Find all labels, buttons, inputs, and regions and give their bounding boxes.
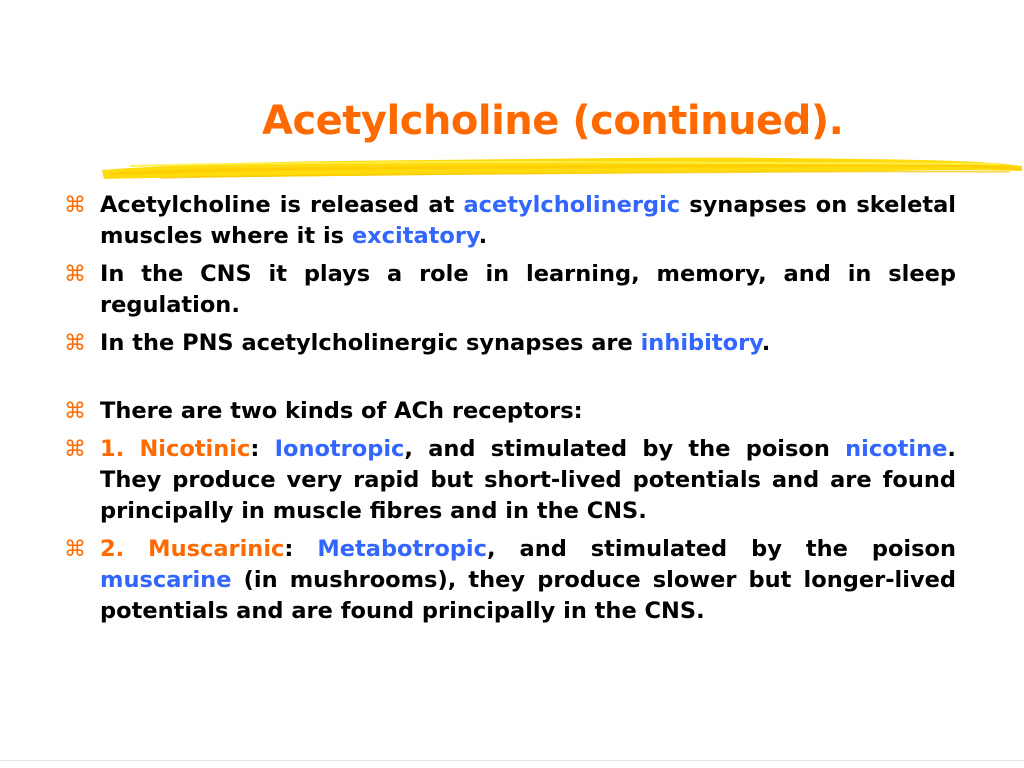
bullet-list bbox=[64, 190, 956, 634]
bullet-text bbox=[100, 192, 956, 249]
highlight-blue: Metabotropic bbox=[317, 536, 487, 562]
command-key-icon: ⌘ bbox=[64, 193, 86, 218]
bullet-text-segment: synapses on skeletal muscles where it is bbox=[100, 192, 956, 249]
bullet-text-segment: (in mushrooms), they produce slower but longer-lived potentials and are found principally in the CNS. bbox=[100, 567, 956, 624]
bullet-text bbox=[100, 536, 956, 624]
bottom-divider bbox=[0, 760, 1024, 761]
bullet-item bbox=[64, 328, 956, 359]
bullet-text-segment: , and stimulated by the poison bbox=[486, 536, 956, 562]
command-key-icon: ⌘ bbox=[64, 537, 86, 562]
bullet-text-segment: , and stimulated by the poison bbox=[404, 436, 846, 462]
bullet-text-segment: In the CNS it plays a role in learning, memory, and in sleep regulation. bbox=[100, 261, 956, 318]
highlight-blue: excitatory bbox=[351, 223, 479, 249]
bullet-item bbox=[64, 534, 956, 627]
bullet-item bbox=[64, 434, 956, 527]
command-key-icon: ⌘ bbox=[64, 262, 86, 287]
bullet-item bbox=[64, 190, 956, 252]
highlight-orange: 1. Nicotinic bbox=[100, 436, 251, 462]
highlight-blue: muscarine bbox=[100, 567, 232, 593]
bullet-text-segment: . bbox=[761, 330, 771, 356]
bullet-text-segment: . They produce very rapid but short-lived potentials and are found principally in muscle fibres and in the CNS. bbox=[100, 436, 956, 524]
command-key-icon: ⌘ bbox=[64, 437, 86, 462]
bullet-text bbox=[100, 436, 956, 524]
bullet-text-segment: There are two kinds of ACh receptors: bbox=[100, 398, 583, 424]
bullet-text bbox=[100, 330, 770, 356]
title-underline-brushstroke bbox=[100, 150, 1024, 184]
bullet-item bbox=[64, 396, 956, 427]
bullet-text-segment: . bbox=[478, 223, 488, 249]
bullet-text bbox=[100, 261, 956, 318]
bullet-text-segment: Acetylcholine is released at bbox=[100, 192, 464, 218]
highlight-blue: acetylcholinergic bbox=[463, 192, 681, 218]
highlight-blue: nicotine bbox=[845, 436, 948, 462]
command-key-icon: ⌘ bbox=[64, 331, 86, 356]
bullet-text-segment: In the PNS acetylcholinergic synapses are bbox=[100, 330, 641, 356]
highlight-orange: 2. Muscarinic bbox=[100, 536, 285, 562]
highlight-blue: inhibitory bbox=[640, 330, 762, 356]
bullet-text-segment: : bbox=[250, 436, 275, 462]
slide-title: Acetylcholine (continued). bbox=[262, 98, 844, 144]
highlight-blue: Ionotropic bbox=[274, 436, 405, 462]
bullet-text-segment: : bbox=[284, 536, 318, 562]
bullet-text bbox=[100, 398, 583, 424]
bullet-item bbox=[64, 259, 956, 321]
command-key-icon: ⌘ bbox=[64, 399, 86, 424]
